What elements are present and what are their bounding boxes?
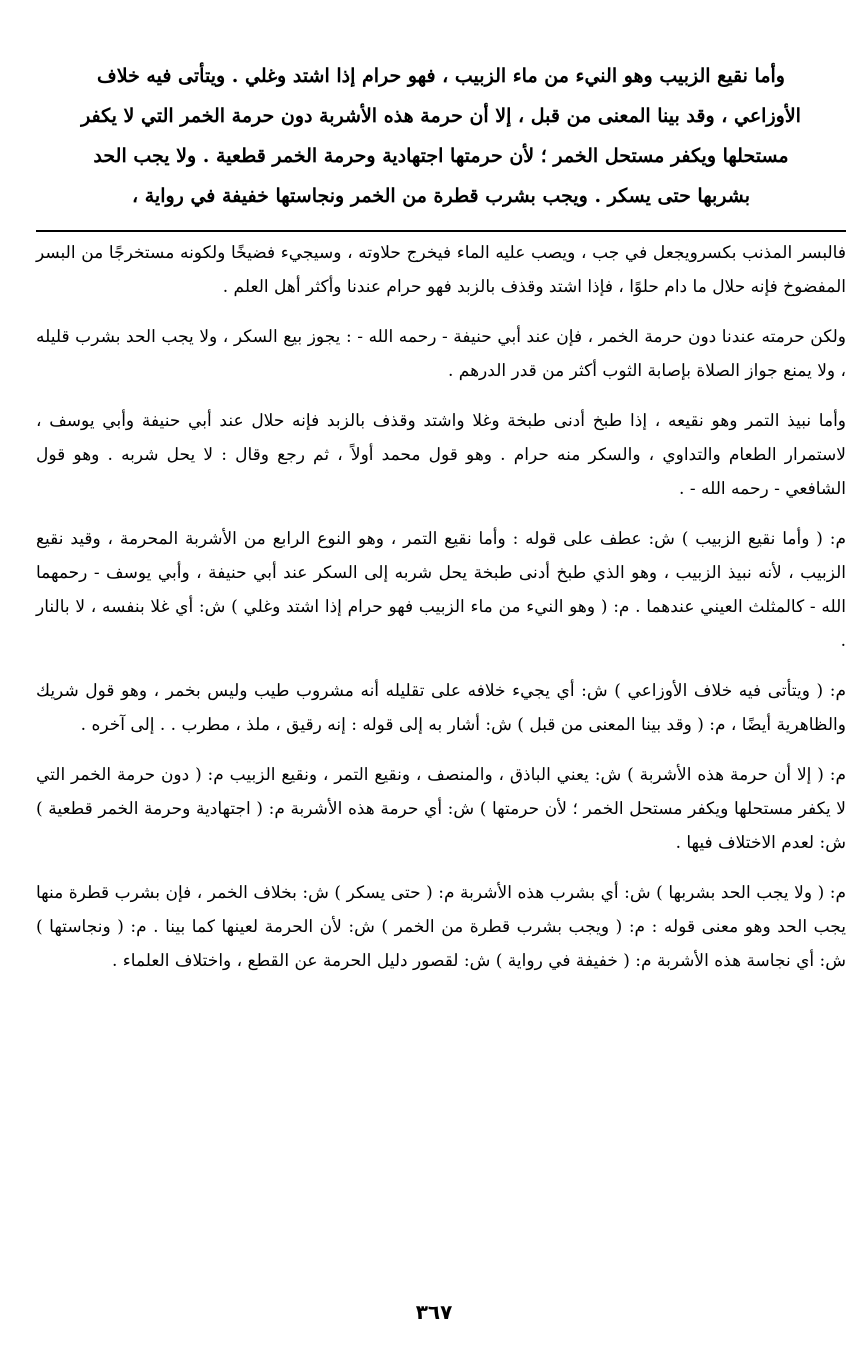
separator-rule	[36, 230, 846, 232]
commentary-block	[36, 236, 846, 978]
main-text-line: الأوزاعي ، وقد بينا المعنى من قبل ، إلا أن حرمة هذه الأشربة دون حرمة الخمر التي لا يكفر	[81, 105, 801, 127]
commentary-paragraph: م: ( إلا أن حرمة هذه الأشربة ) ش: يعني الباذق ، والمنصف ، ونقيع التمر ، ونقيع الزبيب م: ( دون حرمة الخمر التي لا يكفر مستحلها ويكفر مستحل الخمر ؛ لأن حرمتها ) ش: أي حرمة هذه الأشربة م: ( اجتهادية وحرمة الخمر قطعية ) ش: لعدم الاختلاف فيها .	[36, 765, 846, 853]
main-text-block	[36, 56, 846, 216]
page-number: ٣٦٧	[415, 1300, 453, 1324]
commentary-paragraph: وأما نبيذ التمر وهو نقيعه ، إذا طبخ أدنى طبخة وغلا واشتد وقذف بالزبد فإنه حلال عند أبي حنيفة وأبي يوسف ، لاستمرار الطعام والتداوي ، والسكر منه حرام . وهو قول محمد أولاً ، ثم رجع وقال : لا يحل شربه . وهو قول الشافعي - رحمه الله - .	[36, 411, 847, 499]
commentary-paragraph: فالبسر المذنب بكسرويجعل في جب ، ويصب عليه الماء فيخرج حلاوته ، وسيجيء فضيخًا ولكونه مستخرجًا من البسر المفضوخ فإنه حلال ما دام حلوًا ، فإذا اشتد وقذف بالزبد فهو حرام عندنا وأكثر أهل العلم .	[36, 243, 846, 297]
main-text-line: بشربها حتى يسكر . ويجب بشرب قطرة من الخمر ونجاستها خفيفة في رواية ،	[132, 185, 750, 207]
commentary-paragraph: م: ( ولا يجب الحد بشربها ) ش: أي بشرب هذه الأشربة م: ( حتى يسكر ) ش: بخلاف الخمر ، فإن بشرب قطرة منها يجب الحد وهو معنى قوله : م: ( ويجب بشرب قطرة من الخمر ) ش: لأن الحرمة لعينها كما بينا . م: ( ونجاستها ) ش: أي نجاسة هذه الأشربة م: ( خفيفة في رواية ) ش: لقصور دليل الحرمة عن القطع ، واختلاف العلماء .	[36, 883, 846, 971]
main-text-line: مستحلها ويكفر مستحل الخمر ؛ لأن حرمتها اجتهادية وحرمة الخمر قطعية . ولا يجب الحد	[93, 145, 789, 167]
book-page	[36, 56, 846, 994]
main-text-line: وأما نقيع الزبيب وهو النيء من ماء الزبيب ، فهو حرام إذا اشتد وغلي . ويتأتى فيه خلاف	[97, 65, 785, 87]
commentary-paragraph: م: ( وأما نقيع الزبيب ) ش: عطف على قوله : وأما نقيع التمر ، وهو النوع الرابع من الأشربة المحرمة ، وقيد نقيع الزبيب ، لأنه نبيذ الزبيب ، وهو الذي طبخ أدنى طبخة يحل شربه إلى السكر عند أبي حنيفة ، وأبي يوسف - رحمهما الله - كالمثلث العيني عندهما . م: ( وهو النيء من ماء الزبيب فهو حرام إذا اشتد وغلي ) ش: أي غلا بنفسه ، لا بالنار .	[36, 529, 846, 651]
commentary-paragraph: ولكن حرمته عندنا دون حرمة الخمر ، فإن عند أبي حنيفة - رحمه الله - : يجوز بيع السكر ، ولا يجب الحد بشرب قليله ، ولا يمنع جواز الصلاة بإصابة الثوب أكثر من قدر الدرهم .	[36, 327, 846, 381]
commentary-paragraph: م: ( ويتأتى فيه خلاف الأوزاعي ) ش: أي يجيء خلافه على تقليله أنه مشروب طيب وليس بخمر ، وهو قول شريك والظاهرية أيضًا ، م: ( وقد بينا المعنى من قبل ) ش: أشار به إلى قوله : إنه رقيق ، ملذ ، مطرب . . إلى آخره .	[36, 681, 846, 735]
